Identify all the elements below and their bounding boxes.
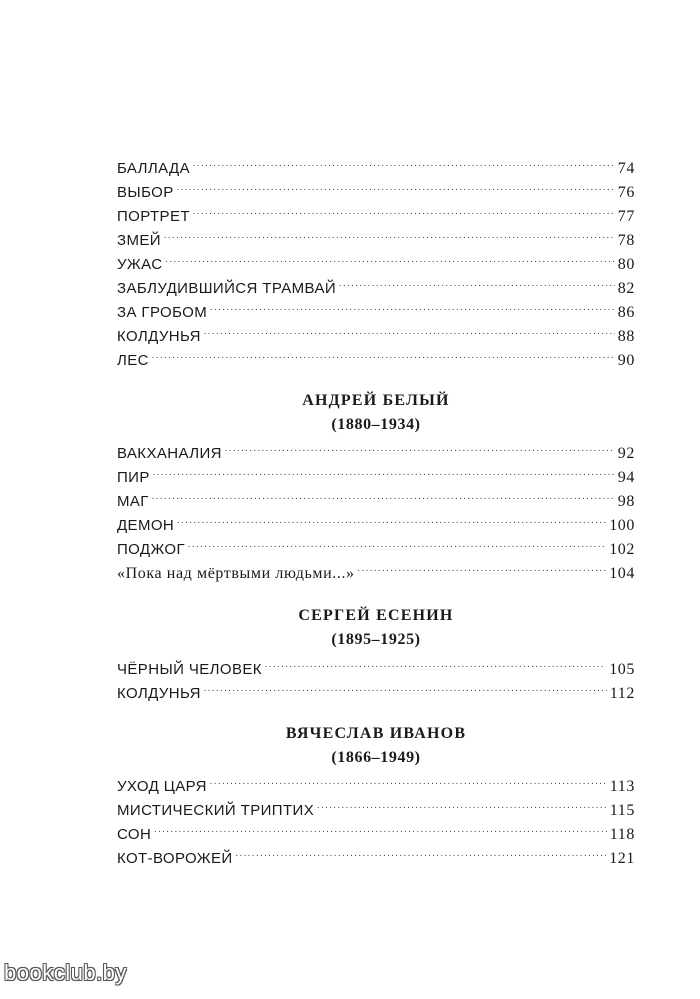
toc-leader-dots <box>210 293 615 317</box>
toc-section-esenin <box>117 650 635 702</box>
toc-entry <box>117 767 635 795</box>
toc-entry-page: 88 <box>617 328 635 345</box>
toc-entry-page: 105 <box>609 661 635 678</box>
toc-entry-page: 92 <box>617 445 635 462</box>
toc-leader-dots <box>225 434 615 458</box>
toc-entry-page: 118 <box>609 826 635 843</box>
toc-leader-dots <box>152 341 615 365</box>
toc-entry-title: МАГ <box>117 493 149 510</box>
toc-entry <box>117 458 635 486</box>
toc-leader-dots <box>317 791 607 815</box>
toc-entry <box>117 482 635 510</box>
toc-entry <box>117 839 635 867</box>
author-heading <box>117 605 635 653</box>
toc-entry-title: ВЫБОР <box>117 184 174 201</box>
toc-leader-dots <box>204 317 615 341</box>
toc-entry-page: 102 <box>609 541 635 558</box>
toc-entry-title: ПОДЖОГ <box>117 541 185 558</box>
toc-entry <box>117 434 635 462</box>
toc-leader-dots <box>166 245 615 269</box>
watermark-text: bookclub.by <box>4 960 127 985</box>
toc-entry-page: 90 <box>617 352 635 369</box>
toc-entry-title: ЧЁРНЫЙ ЧЕЛОВЕК <box>117 661 262 678</box>
toc-leader-dots <box>152 482 615 506</box>
toc-entry <box>117 269 635 297</box>
toc-entry <box>117 245 635 273</box>
toc-leader-dots <box>193 197 615 221</box>
toc-entry-title: ДЕМОН <box>117 517 175 534</box>
toc-entry-title: КОЛДУНЬЯ <box>117 685 201 702</box>
toc-entry-page: 94 <box>617 469 635 486</box>
toc-entry-title: КОЛДУНЬЯ <box>117 328 201 345</box>
toc-entry-title: ВАКХАНАЛИЯ <box>117 445 222 462</box>
toc-entry-page: 80 <box>617 256 635 273</box>
toc-entry <box>117 341 635 369</box>
toc-leader-dots <box>177 173 615 197</box>
toc-section-ivanov <box>117 767 635 867</box>
toc-entry-title: КОТ-ВОРОЖЕЙ <box>117 850 233 867</box>
toc-entry-page: 76 <box>617 184 635 201</box>
toc-leader-dots <box>265 650 606 674</box>
toc-leader-dots <box>339 269 615 293</box>
author-name: АНДРЕЙ БЕЛЫЙ <box>302 392 450 409</box>
toc-leader-dots <box>177 506 606 530</box>
toc-entry-page: 121 <box>609 850 635 867</box>
toc-entry-page: 98 <box>617 493 635 510</box>
toc-entry-page: 104 <box>609 565 635 582</box>
toc-entry-title: ЗМЕЙ <box>117 232 161 249</box>
toc-leader-dots <box>204 674 607 698</box>
toc-entry <box>117 650 635 678</box>
toc-entry-title: ЗА ГРОБОМ <box>117 304 208 321</box>
toc-leader-dots <box>154 815 607 839</box>
toc-section-bely <box>117 434 635 582</box>
toc-entry-page: 100 <box>609 517 635 534</box>
toc-entry <box>117 221 635 249</box>
toc-entry <box>117 149 635 177</box>
toc-entry <box>117 197 635 225</box>
toc-entry-title: ПОРТРЕТ <box>117 208 190 225</box>
toc-entry-page: 74 <box>617 160 635 177</box>
toc-entry-page: 78 <box>617 232 635 249</box>
toc-leader-dots <box>358 554 607 578</box>
toc-entry-title: ЗАБЛУДИВШИЙСЯ ТРАМВАЙ <box>117 280 337 297</box>
toc-leader-dots <box>210 767 607 791</box>
toc-entry-page: 113 <box>609 778 635 795</box>
toc-entry-page: 115 <box>609 802 635 819</box>
toc-entry-title: МИСТИЧЕСКИЙ ТРИПТИХ <box>117 802 315 819</box>
toc-entry-title: ПИР <box>117 469 150 486</box>
toc-section-continued <box>117 149 635 369</box>
author-years: (1895–1925) <box>331 631 421 648</box>
toc-leader-dots <box>236 839 607 863</box>
toc-entry-page: 77 <box>617 208 635 225</box>
toc-entry-page: 112 <box>609 685 635 702</box>
toc-entry-title: ЛЕС <box>117 352 149 369</box>
toc-entry-page: 82 <box>617 280 635 297</box>
toc-entry <box>117 554 635 582</box>
toc-entry-title: «Пока над мёртвыми людьми...» <box>117 565 355 582</box>
author-name: СЕРГЕЙ ЕСЕНИН <box>298 607 454 624</box>
toc-entry-title: СОН <box>117 826 152 843</box>
toc-entry <box>117 530 635 558</box>
toc-leader-dots <box>193 149 615 173</box>
toc-leader-dots <box>153 458 615 482</box>
toc-entry-title: УХОД ЦАРЯ <box>117 778 207 795</box>
toc-entry-title: БАЛЛАДА <box>117 160 191 177</box>
author-heading <box>117 390 635 438</box>
toc-entry-page: 86 <box>617 304 635 321</box>
author-heading <box>117 723 635 771</box>
toc-leader-dots <box>188 530 606 554</box>
toc-entry <box>117 173 635 201</box>
toc-entry-title: УЖАС <box>117 256 163 273</box>
author-name: ВЯЧЕСЛАВ ИВАНОВ <box>285 725 467 742</box>
toc-leader-dots <box>164 221 615 245</box>
author-years: (1866–1949) <box>331 749 421 766</box>
toc-entry <box>117 815 635 843</box>
author-years: (1880–1934) <box>331 416 421 433</box>
toc-entry <box>117 506 635 534</box>
